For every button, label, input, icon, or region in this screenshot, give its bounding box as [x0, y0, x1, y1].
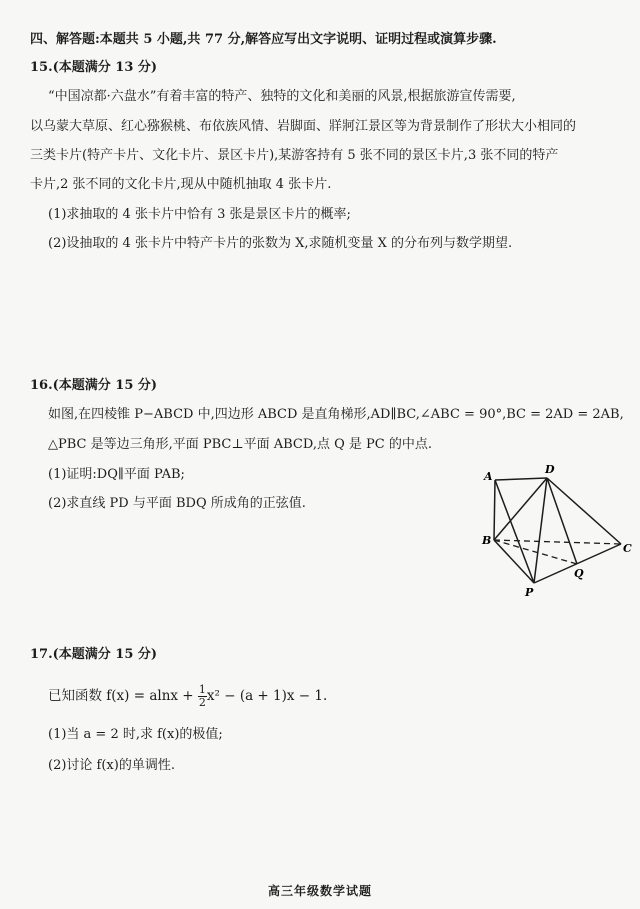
q17-fraction-numerator: 1 [198, 683, 206, 696]
section-heading: 四、解答题:本题共 5 小题,共 77 分,解答应写出文字说明、证明过程或演算步骤. [30, 32, 497, 47]
edge-AB [494, 480, 495, 540]
q17-function-definition [48, 682, 638, 710]
q15-paragraph-line-2: 以乌蒙大草原、红心猕猴桃、布依族风情、岩脚面、牂牁江景区等为背景制作了形状大小相同的 [30, 119, 577, 134]
page-footer: 高三年级数学试题 [267, 884, 372, 898]
q16-statement-line-1: 如图,在四棱锥 P−ABCD 中,四边形 ABCD 是直角梯形,AD∥BC,∠ABC = 90°,BC = 2AD = 2AB, [48, 407, 624, 422]
label-C: C [623, 542, 632, 555]
q16-part-1: (1)证明:DQ∥平面 PAB; [48, 467, 185, 482]
q15-header: 15.(本题满分 13 分) [30, 60, 158, 75]
q17-formula-suffix: x² − (a + 1)x − 1. [206, 688, 328, 704]
q15-part-2: (2)设抽取的 4 张卡片中特产卡片的张数为 X,求随机变量 X 的分布列与数学期望. [48, 236, 513, 251]
label-P: P [525, 586, 534, 599]
label-Q: Q [574, 567, 584, 580]
segment-BQ-hidden [494, 540, 577, 564]
q15-paragraph-line-4: 卡片,2 张不同的文化卡片,现从中随机抽取 4 张卡片. [30, 177, 332, 192]
q16-part-2: (2)求直线 PD 与平面 BDQ 所成角的正弦值. [48, 496, 306, 511]
q17-fraction-denominator: 2 [198, 696, 206, 709]
q15-paragraph-line-3: 三类卡片(特产卡片、文化卡片、景区卡片),某游客持有 5 张不同的景区卡片,3 张不同的特产 [30, 148, 559, 163]
label-A: A [484, 470, 493, 483]
q15-paragraph-line-1: “中国凉都·六盘水”有着丰富的特产、独特的文化和美丽的风景,根据旅游宣传需要, [48, 89, 516, 104]
q16-header: 16.(本题满分 15 分) [30, 378, 158, 393]
segment-BD [494, 478, 547, 540]
q17-header: 17.(本题满分 15 分) [30, 647, 158, 662]
edge-AD [495, 478, 547, 480]
label-D: D [545, 463, 555, 476]
edge-BC-hidden [494, 540, 621, 544]
edge-DP [534, 478, 547, 583]
q17-fraction [198, 684, 207, 709]
pyramid-figure [470, 462, 630, 602]
label-B: B [482, 534, 492, 547]
q17-formula-prefix: 已知函数 f(x) = alnx + [48, 688, 198, 704]
q17-part-1: (1)当 a = 2 时,求 f(x)的极值; [48, 727, 223, 742]
q15-part-1: (1)求抽取的 4 张卡片中恰有 3 张是景区卡片的概率; [48, 207, 351, 222]
q16-statement-line-2: △PBC 是等边三角形,平面 PBC⊥平面 ABCD,点 Q 是 PC 的中点. [48, 437, 432, 452]
q17-part-2: (2)讨论 f(x)的单调性. [48, 758, 175, 773]
